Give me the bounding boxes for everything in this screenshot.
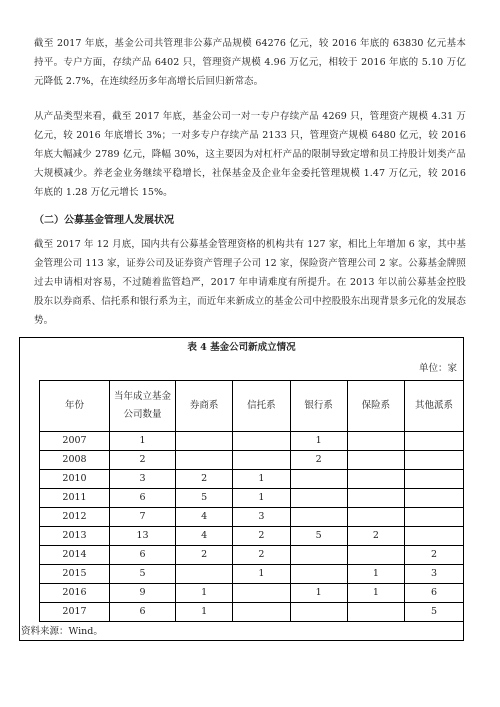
cell-year: 2010 <box>40 470 110 489</box>
cell-other: 3 <box>405 565 464 584</box>
cell-count: 2 <box>110 451 176 470</box>
table-source: 资料来源：Wind。 <box>21 626 103 637</box>
cell-trust: 1 <box>233 470 290 489</box>
header-other: 其他派系 <box>405 381 464 432</box>
cell-insurance <box>347 432 404 451</box>
cell-count: 9 <box>110 584 176 603</box>
cell-count: 13 <box>110 527 176 546</box>
cell-broker: 1 <box>176 584 233 603</box>
paragraph-nonpublic-products: 截至 2017 年底，基金公司共管理非公募产品规模 64276 亿元，较 2016 年底的 63830 亿元基本持平。专户方面，存续产品 6402 只，管理资产规模 4.96 万亿元，相较于 2016 年底的 5.10 万亿元降低 2.7%，在连续经历多年高增长后回归新常态。 <box>34 38 466 87</box>
cell-count: 6 <box>110 489 176 508</box>
paragraph-public-fund-managers: 截至 2017 年 12 月底，国内共有公募基金管理资格的机构共有 127 家，相比上年增加 6 家，其中基金管理公司 113 家，证券公司及证券资产管理子公司 12 家，保险资产管理公司 2 家。公募基金牌照过去申请相对容易，不过随着监管趋严，2017 年申请难度有所提升。在 2013 年以前公募基金控股股东以券商系、信托系和银行系为主，而近年来新成立的基金公司中控股股东出现背景多元化的发展态势。 <box>34 239 467 326</box>
cell-trust: 1 <box>233 565 290 584</box>
cell-count: 6 <box>110 603 176 622</box>
table-unit: 单位：家 <box>418 363 457 374</box>
cell-year: 2011 <box>40 489 110 508</box>
cell-bank: 1 <box>290 432 347 451</box>
cell-insurance <box>347 451 404 470</box>
cell-broker <box>176 565 233 584</box>
table-row <box>40 527 464 546</box>
cell-broker: 5 <box>176 489 233 508</box>
cell-bank: 5 <box>290 527 347 546</box>
header-bank: 银行系 <box>290 381 347 432</box>
cell-count: 6 <box>110 546 176 565</box>
cell-other <box>405 432 464 451</box>
cell-insurance <box>347 546 404 565</box>
cell-insurance: 1 <box>347 584 404 603</box>
cell-broker: 4 <box>176 527 233 546</box>
cell-other <box>405 489 464 508</box>
cell-year: 2008 <box>40 451 110 470</box>
cell-year: 2007 <box>40 432 110 451</box>
cell-bank: 2 <box>290 451 347 470</box>
cell-bank <box>290 489 347 508</box>
cell-trust <box>233 584 290 603</box>
table-row <box>40 603 464 622</box>
cell-broker: 2 <box>176 546 233 565</box>
table-body <box>40 432 464 622</box>
cell-trust <box>233 603 290 622</box>
cell-broker: 1 <box>176 603 233 622</box>
cell-broker: 4 <box>176 508 233 527</box>
header-insurance: 保险系 <box>347 381 404 432</box>
header-trust: 信托系 <box>233 381 290 432</box>
table-row <box>40 546 464 565</box>
table-row <box>40 565 464 584</box>
cell-count: 5 <box>110 565 176 584</box>
cell-other <box>405 508 464 527</box>
fund-company-table <box>39 380 464 622</box>
table-header-row <box>40 381 464 432</box>
table-row <box>40 451 464 470</box>
cell-broker <box>176 451 233 470</box>
paragraph-product-types: 从产品类型来看，截至 2017 年底，基金公司一对一专户存续产品 4269 只，管理资产规模 4.31 万亿元，较 2016 年底增长 3%；一对多专户存续产品 2133 只，管理资产规模 6480 亿元，较 2016 年底大幅减少 2789 亿元，降幅 30%，这主要因为对杠杆产品的限制导致定增和员工持股计划类产品大规模减少。养老金业务继续平稳增长，社保基金及企业年金委托管理规模 1.47 万亿元，较 2016 年底的 1.28 万亿元增长 15%。 <box>34 111 466 198</box>
header-count: 当年成立基金公司数量 <box>110 381 176 432</box>
cell-trust: 2 <box>233 527 290 546</box>
table-row <box>40 584 464 603</box>
cell-count: 7 <box>110 508 176 527</box>
cell-broker <box>176 432 233 451</box>
cell-other: 6 <box>405 584 464 603</box>
cell-count: 1 <box>110 432 176 451</box>
cell-other <box>405 470 464 489</box>
cell-bank <box>290 546 347 565</box>
cell-bank: 1 <box>290 584 347 603</box>
cell-trust <box>233 451 290 470</box>
cell-year: 2015 <box>40 565 110 584</box>
cell-insurance <box>347 508 404 527</box>
cell-year: 2017 <box>40 603 110 622</box>
cell-year: 2012 <box>40 508 110 527</box>
fund-company-table-box <box>19 337 464 641</box>
cell-insurance: 2 <box>347 527 404 546</box>
cell-insurance <box>347 470 404 489</box>
cell-year: 2013 <box>40 527 110 546</box>
cell-year: 2016 <box>40 584 110 603</box>
cell-insurance <box>347 489 404 508</box>
cell-bank <box>290 470 347 489</box>
cell-trust <box>233 432 290 451</box>
table-row <box>40 432 464 451</box>
cell-insurance: 1 <box>347 565 404 584</box>
table-row <box>40 508 464 527</box>
cell-trust: 1 <box>233 489 290 508</box>
cell-bank <box>290 565 347 584</box>
table-row <box>40 470 464 489</box>
cell-other <box>405 527 464 546</box>
cell-broker: 2 <box>176 470 233 489</box>
cell-other <box>405 451 464 470</box>
cell-trust: 3 <box>233 508 290 527</box>
cell-trust: 2 <box>233 546 290 565</box>
cell-other: 2 <box>405 546 464 565</box>
cell-year: 2014 <box>40 546 110 565</box>
cell-count: 3 <box>110 470 176 489</box>
table-row <box>40 489 464 508</box>
section-heading: （二）公募基金管理人发展状况 <box>34 215 174 226</box>
cell-insurance <box>347 603 404 622</box>
cell-bank <box>290 603 347 622</box>
cell-bank <box>290 508 347 527</box>
table-title: 表 4 基金公司新成立情况 <box>187 342 296 353</box>
header-year: 年份 <box>40 381 110 432</box>
header-broker: 券商系 <box>176 381 233 432</box>
cell-other: 5 <box>405 603 464 622</box>
